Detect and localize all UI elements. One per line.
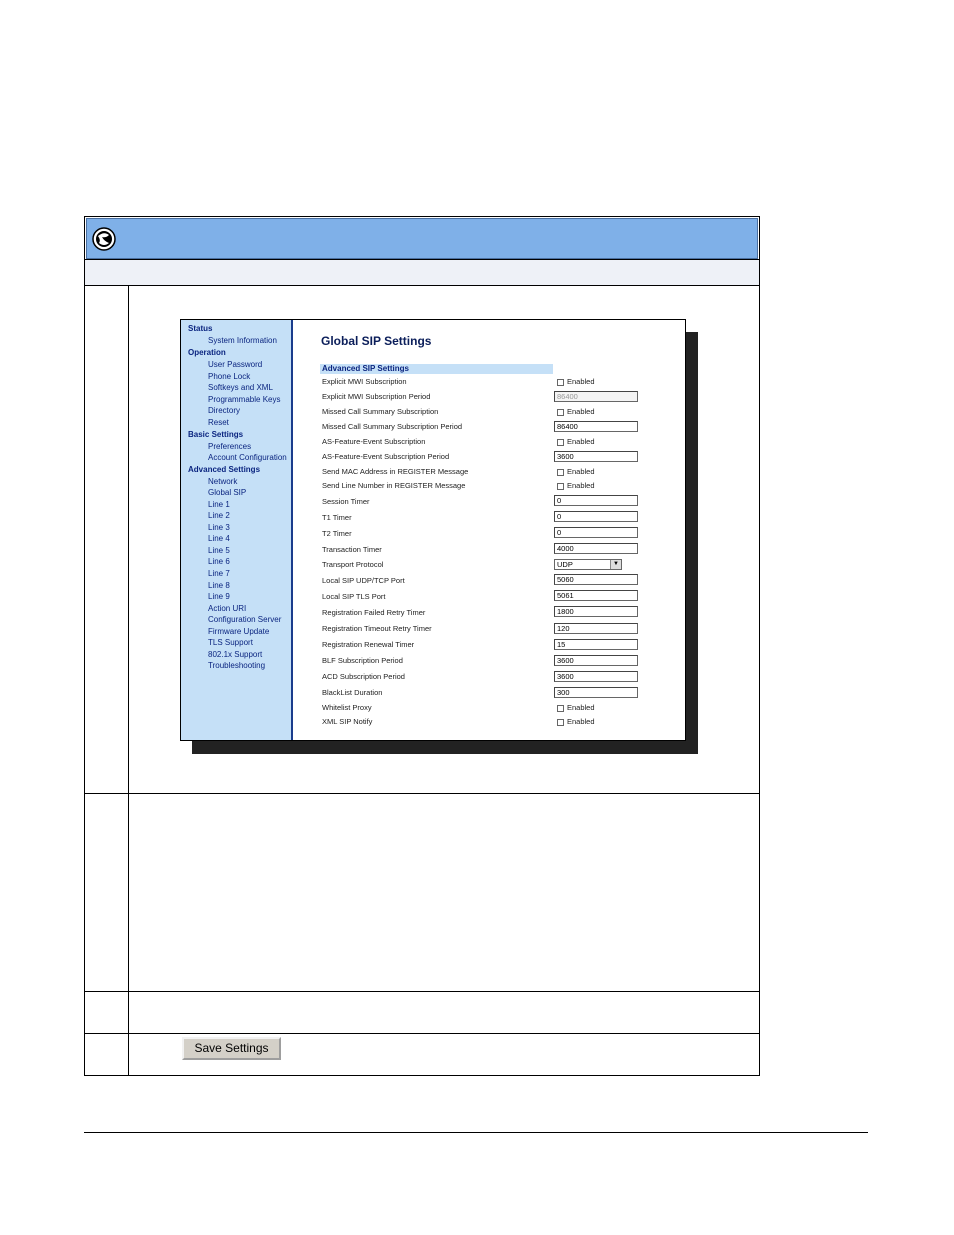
setting-checkbox[interactable]: Enabled [557, 481, 595, 490]
setting-input[interactable]: 1800 [554, 606, 638, 617]
setting-checkbox[interactable]: Enabled [557, 717, 595, 726]
nav-item-configuration-server[interactable]: Configuration Server [208, 615, 282, 624]
setting-label: Local SIP TLS Port [322, 592, 386, 601]
setting-label: Local SIP UDP/TCP Port [322, 576, 405, 585]
setting-checkbox[interactable]: Enabled [557, 437, 595, 446]
nav-item-user-password[interactable]: User Password [208, 360, 263, 369]
setting-label: BLF Subscription Period [322, 656, 403, 665]
setting-input[interactable]: 5060 [554, 574, 638, 585]
setting-label: Missed Call Summary Subscription [322, 407, 439, 416]
checkbox-icon[interactable] [557, 469, 564, 476]
setting-input[interactable]: 86400 [554, 391, 638, 402]
setting-input[interactable]: 0 [554, 527, 638, 538]
nav-group-basic-settings[interactable]: Basic Settings [188, 430, 244, 439]
section-header: Advanced SIP Settings [322, 364, 409, 373]
nav-group-status[interactable]: Status [188, 324, 213, 333]
setting-input[interactable]: 15 [554, 639, 638, 650]
checkbox-icon[interactable] [557, 483, 564, 490]
nav-item-line-8[interactable]: Line 8 [208, 581, 230, 590]
setting-input[interactable]: 4000 [554, 543, 638, 554]
nav-item-line-1[interactable]: Line 1 [208, 500, 230, 509]
nav-item-line-6[interactable]: Line 6 [208, 557, 230, 566]
setting-label: BlackList Duration [322, 688, 383, 697]
setting-label: Registration Failed Retry Timer [322, 608, 426, 617]
nav-item-line-5[interactable]: Line 5 [208, 546, 230, 555]
checkbox-icon[interactable] [557, 439, 564, 446]
setting-label: AS-Feature-Event Subscription Period [322, 452, 450, 461]
row-divider [85, 1033, 759, 1034]
setting-checkbox[interactable]: Enabled [557, 407, 595, 416]
setting-label: Registration Timeout Retry Timer [322, 624, 432, 633]
nav-item-directory[interactable]: Directory [208, 406, 241, 415]
nav-group-advanced-settings[interactable]: Advanced Settings [188, 465, 261, 474]
setting-input[interactable]: 120 [554, 623, 638, 634]
checkbox-icon[interactable] [557, 719, 564, 726]
nav-item-account-configuration[interactable]: Account Configuration [208, 453, 287, 462]
setting-label: Whitelist Proxy [322, 703, 372, 712]
page-title: Global SIP Settings [321, 334, 432, 348]
setting-input[interactable]: 0 [554, 495, 638, 506]
row-divider [85, 259, 759, 260]
transport-protocol-select[interactable]: UDP ▼ [554, 559, 622, 570]
row-divider [85, 285, 759, 286]
nav-item-8021x-support[interactable]: 802.1x Support [208, 650, 263, 659]
setting-label: Send MAC Address in REGISTER Message [322, 467, 469, 476]
setting-label: Transaction Timer [322, 545, 382, 554]
save-settings-button[interactable]: Save Settings [182, 1037, 281, 1060]
nav-group-operation[interactable]: Operation [188, 348, 226, 357]
checkbox-icon[interactable] [557, 379, 564, 386]
sidebar-nav [181, 320, 293, 740]
setting-label: T1 Timer [322, 513, 352, 522]
setting-input[interactable]: 86400 [554, 421, 638, 432]
globe-icon [92, 227, 116, 251]
nav-item-line-3[interactable]: Line 3 [208, 523, 230, 532]
setting-checkbox[interactable]: Enabled [557, 703, 595, 712]
nav-item-tls-support[interactable]: TLS Support [208, 638, 253, 647]
nav-item-system-information[interactable]: System Information [208, 336, 277, 345]
nav-item-reset[interactable]: Reset [208, 418, 229, 427]
setting-input[interactable]: 3600 [554, 655, 638, 666]
nav-item-programmable-keys[interactable]: Programmable Keys [208, 395, 281, 404]
setting-input[interactable]: 5061 [554, 590, 638, 601]
chevron-down-icon[interactable]: ▼ [610, 560, 621, 569]
setting-input[interactable]: 0 [554, 511, 638, 522]
checkbox-icon[interactable] [557, 705, 564, 712]
setting-label: Registration Renewal Timer [322, 640, 415, 649]
nav-item-network[interactable]: Network [208, 477, 238, 486]
setting-input[interactable]: 300 [554, 687, 638, 698]
setting-label: Send Line Number in REGISTER Message [322, 481, 466, 490]
setting-label: Explicit MWI Subscription [322, 377, 407, 386]
footer-rule [84, 1132, 868, 1133]
column-divider [128, 285, 129, 1075]
nav-item-line-7[interactable]: Line 7 [208, 569, 230, 578]
setting-checkbox[interactable]: Enabled [557, 377, 595, 386]
setting-label: XML SIP Notify [322, 717, 373, 726]
setting-checkbox[interactable]: Enabled [557, 467, 595, 476]
nav-item-preferences[interactable]: Preferences [208, 442, 252, 451]
setting-label: AS-Feature-Event Subscription [322, 437, 426, 446]
setting-label: Explicit MWI Subscription Period [322, 392, 431, 401]
setting-label: Transport Protocol [322, 560, 384, 569]
setting-label: Missed Call Summary Subscription Period [322, 422, 463, 431]
setting-label: ACD Subscription Period [322, 672, 405, 681]
table-title-bar [86, 218, 758, 259]
setting-input[interactable]: 3600 [554, 451, 638, 462]
nav-item-line-9[interactable]: Line 9 [208, 592, 230, 601]
nav-item-softkeys-xml[interactable]: Softkeys and XML [208, 383, 273, 392]
nav-item-global-sip[interactable]: Global SIP [208, 488, 247, 497]
setting-input[interactable]: 3600 [554, 671, 638, 682]
nav-item-line-4[interactable]: Line 4 [208, 534, 230, 543]
row-divider [85, 991, 759, 992]
checkbox-icon[interactable] [557, 409, 564, 416]
nav-item-phone-lock[interactable]: Phone Lock [208, 372, 251, 381]
nav-item-action-uri[interactable]: Action URI [208, 604, 247, 613]
nav-item-line-2[interactable]: Line 2 [208, 511, 230, 520]
table-subheader-row [85, 260, 759, 285]
nav-item-firmware-update[interactable]: Firmware Update [208, 627, 270, 636]
setting-label: Session Timer [322, 497, 370, 506]
row-divider [85, 793, 759, 794]
nav-item-troubleshooting[interactable]: Troubleshooting [208, 661, 266, 670]
setting-label: T2 Timer [322, 529, 352, 538]
